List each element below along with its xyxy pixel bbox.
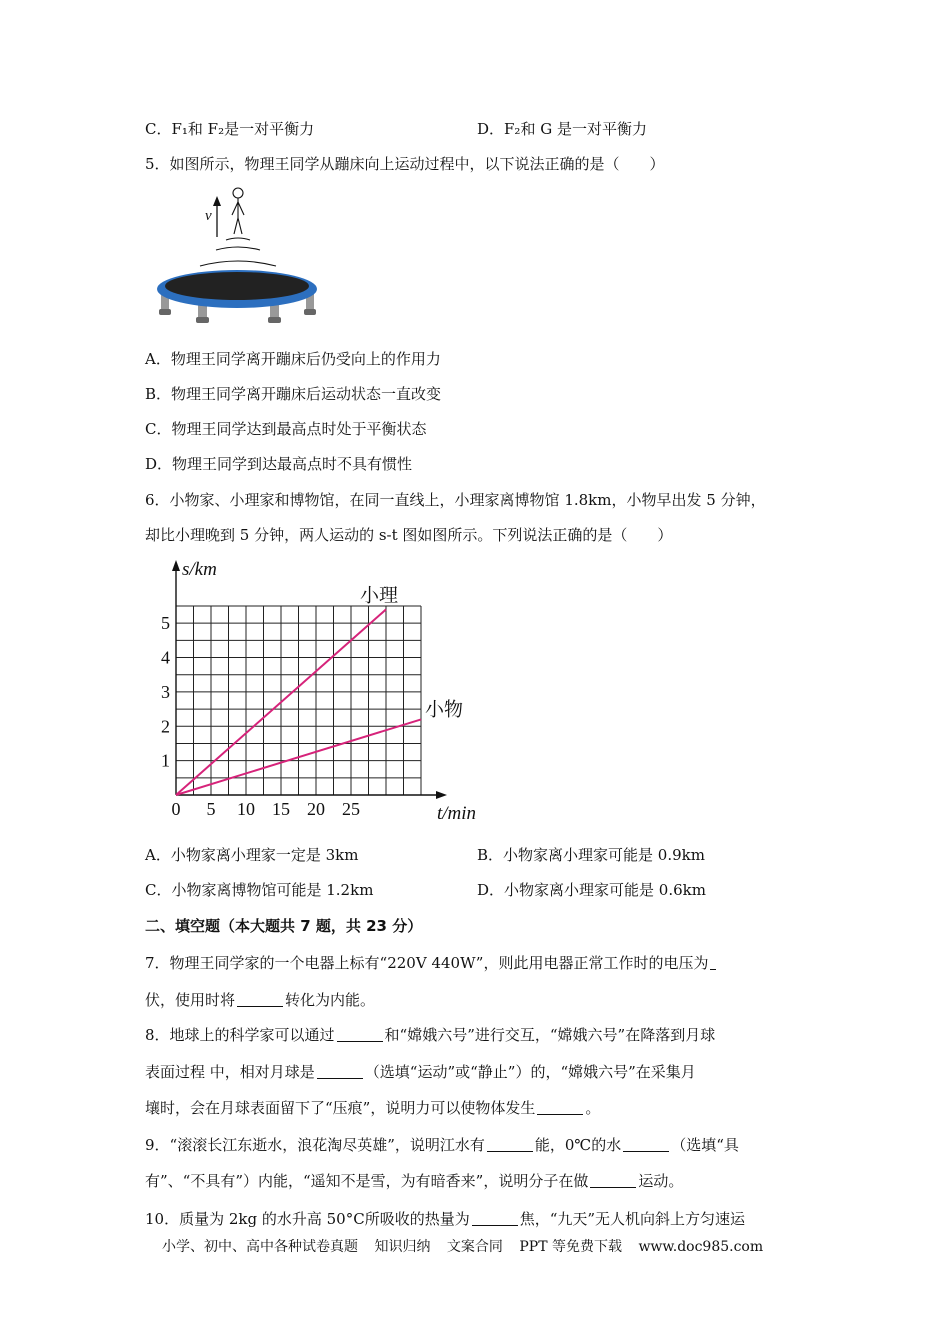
y-tick-label: 3 <box>161 681 170 702</box>
q6-option-b: B．小物家离小理家可能是 0.9km <box>477 846 705 864</box>
q8-blank-2[interactable] <box>317 1062 363 1079</box>
q9-blank-2[interactable] <box>623 1135 669 1152</box>
q8-blank-3[interactable] <box>537 1098 583 1115</box>
q9-text-1b: 能，0℃的水 <box>534 1136 622 1154</box>
q4-option-d: D．F₂和 G 是一对平衡力 <box>477 120 647 138</box>
q9-text-2b: 运动。 <box>638 1172 684 1190</box>
footer-item-4: PPT 等免费下载 <box>519 1239 622 1255</box>
page-footer <box>162 1236 775 1256</box>
y-axis-arrow <box>172 560 180 571</box>
q5-option-d: D．物理王同学到达最高点时不具有惯性 <box>145 455 413 473</box>
y-tick-label: 2 <box>161 716 170 737</box>
series-label-2: 小物 <box>425 699 464 721</box>
q9-line1 <box>145 1134 739 1156</box>
trampoline-figure <box>150 182 325 327</box>
q10-line1 <box>145 1208 745 1230</box>
q9-text-2a: 有”、“不具有”）内能，“遥知不是雪，为有暗香来”，说明分子在做 <box>145 1172 589 1190</box>
y-tick-label: 1 <box>161 750 170 771</box>
x-axis-arrow <box>436 791 447 799</box>
q8-text-1a: 8．地球上的科学家可以通过 <box>145 1026 335 1044</box>
q7-line2 <box>145 989 375 1011</box>
q8-text-3a: 壤时，会在月球表面留下了“压痕”，说明力可以使物体发生 <box>145 1099 536 1117</box>
x-tick-label: 25 <box>342 799 360 819</box>
velocity-label: v <box>205 208 212 224</box>
y-tick-label: 5 <box>161 613 170 634</box>
q5-option-a: A．物理王同学离开蹦床后仍受向上的作用力 <box>145 350 441 368</box>
x-tick-label: 5 <box>206 799 216 819</box>
x-tick-label: 0 <box>171 799 181 819</box>
y-axis-label: s/km <box>182 559 217 580</box>
q8-line2 <box>145 1061 696 1083</box>
q7-line1 <box>145 952 718 974</box>
q9-line2 <box>145 1170 683 1192</box>
q8-text-2b: （选填“运动”或“静止”）的，“嫦娥六号”在采集月 <box>364 1063 696 1081</box>
y-tick-label: 4 <box>161 647 170 668</box>
x-tick-label: 15 <box>272 799 290 819</box>
q9-blank-3[interactable] <box>590 1171 636 1188</box>
q10-text-1b: 焦，“九天”无人机向斜上方匀速运 <box>519 1210 746 1228</box>
footer-item-2: 知识归纳 <box>374 1239 431 1255</box>
q8-blank-1[interactable] <box>337 1025 383 1042</box>
q9-text-1c: （选填“具 <box>671 1136 739 1154</box>
series-label-1: 小理 <box>360 585 399 607</box>
q5-option-c: C．物理王同学达到最高点时处于平衡状态 <box>145 420 427 438</box>
s-t-chart <box>140 555 500 830</box>
q6-option-d: D．小物家离小理家可能是 0.6km <box>477 881 706 899</box>
q7-text-1: 7．物理王同学家的一个电器上标有“220V 440W”，则此用电器正常工作时的电压为 <box>145 954 709 972</box>
q6-option-a: A．小物家离小理家一定是 3km <box>145 846 359 864</box>
q4-option-c: C．F₁和 F₂是一对平衡力 <box>145 120 315 138</box>
q10-blank-1[interactable] <box>472 1209 518 1226</box>
q6-stem-line1: 6．小物家、小理家和博物馆，在同一直线上，小理家离博物馆 1.8km，小物早出发 5 分钟， <box>145 491 766 509</box>
x-axis-label: t/min <box>437 803 477 824</box>
footer-item-3: 文案合同 <box>446 1239 503 1255</box>
q5-stem: 5．如图所示，物理王同学从蹦床向上运动过程中，以下说法正确的是（ ） <box>145 155 665 173</box>
q6-option-c: C．小物家离博物馆可能是 1.2km <box>145 881 374 899</box>
jumper-icon <box>200 188 276 266</box>
q8-text-1b: 和“嫦娥六号”进行交互，“嫦娥六号”在降落到月球 <box>384 1026 716 1044</box>
x-tick-label: 10 <box>237 799 255 819</box>
q7-text-2b: 转化为内能。 <box>285 991 376 1009</box>
q9-blank-1[interactable] <box>487 1135 533 1152</box>
q10-text-1a: 10．质量为 2kg 的水升高 50°C所吸收的热量为 <box>145 1210 470 1228</box>
footer-item-1: 小学、初中、高中各种试卷真题 <box>162 1239 358 1255</box>
section-heading: 二、填空题（本大题共 7 题，共 23 分） <box>145 917 423 935</box>
q9-text-1a: 9．“滚滚长江东逝水，浪花淘尽英雄”，说明江水有 <box>145 1136 485 1154</box>
q8-text-2a: 表面过程 中，相对月球是 <box>145 1063 315 1081</box>
q8-line1 <box>145 1024 715 1046</box>
footer-link[interactable]: www.doc985.com <box>638 1239 764 1255</box>
trampoline-icon <box>157 270 317 323</box>
q7-text-2a: 伏，使用时将 <box>145 991 236 1009</box>
q8-line3 <box>145 1097 600 1119</box>
q7-blank-energy[interactable] <box>237 990 283 1007</box>
q7-blank-voltage[interactable] <box>710 953 716 970</box>
q5-option-b: B．物理王同学离开蹦床后运动状态一直改变 <box>145 385 442 403</box>
q6-stem-line2: 却比小理晚到 5 分钟，两人运动的 s-t 图如图所示。下列说法正确的是（ ） <box>145 526 673 544</box>
x-tick-label: 20 <box>307 799 325 819</box>
q8-text-3b: 。 <box>585 1099 601 1117</box>
